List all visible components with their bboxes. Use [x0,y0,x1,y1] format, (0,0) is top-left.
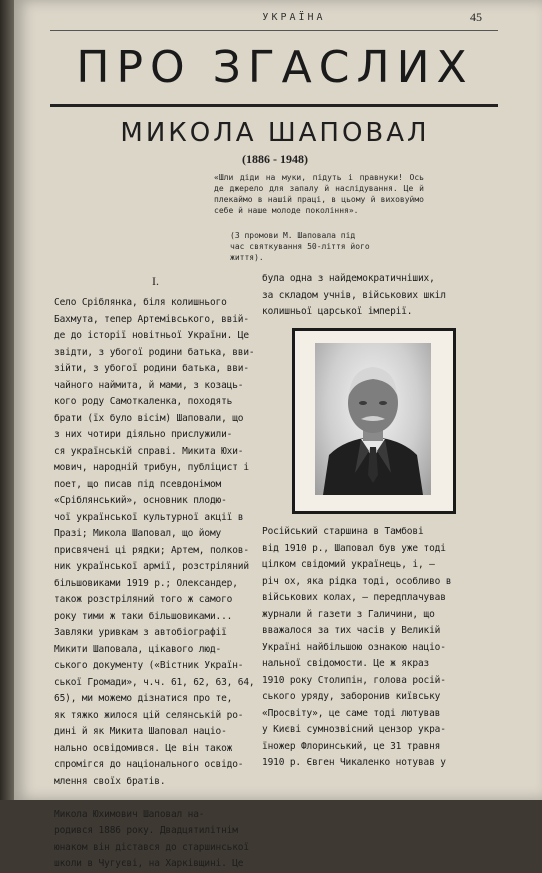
article-column-right-top: була одна з найдемократичніших, за складом учнів, військових шкіл колишньої царської імперії. [262,273,446,317]
book-page [14,0,542,869]
article-column-right-bottom: Російський старшина в Тамбові від 1910 р., Шаповал був уже тоді цілком свідомий українець, і, — річ ох, яка рідка тоді, особливо в військових колах, — передплачував журнали й газети з Галичини, що вважалося за тих часів у Великій Україні найбільшою ознакою націо- нальної свідомости. Це ж якраз 1910 року Столипін, голова росій- ського уряду, заборонив київську «Просвіту», це саме тоді лютував у Києві сумнозвісний цензор укра- їножер Флоринський, це 31 травня 1910 р. Євген Чикаленко нотував у [262,526,452,768]
section-number: I. [152,274,159,288]
book-gutter [0,0,14,800]
portrait-photo [315,343,431,495]
portrait-frame [292,328,456,514]
article-column-left: Село Сріблянка, біля колишнього Бахмута, тепер Артемівського, ввій- де до історії новітньої України. Це звідти, з убогої родини батька, вви- зійти, з убогої родини батька, вви- чайного наймита, й мами, з козаць- кого роду Самоткаленка, походять брати (їх було вісім) Шаповали, що з них чотири діяльно прислужили- ся українській справі. Микита Юхи- мович, народній трибун, публіцист і поет, що писав під псевдонімом «Сріблянський», основник плодю- чої української культурної акції в Празі; Микола Шаповал, що йому присвячені ці рядки; Артем, полков- ник української армії, розстріляний більшовиками 1919 р.; Олександер, також розстріляний того ж самого року тими ж таки більшовиками... Завляки уривкам з автобіографії Микити Шаповала, цікавого люд- ського документу («Вістник Україн- ської Громади», ч.ч. 61, 62, 63, 64, 65), ми можемо дізнатися про те, як тяжко жилося цій селянській ро- дині й як Микита Шаповал націо- нально освідомився. Це він також спромігся до національного освідо- млення своїх братів. Микола Юхимович Шаповал на- родився 1886 року. Двадцятилітнім юнаком він дістався до старшинської школи в Чугуєві, на Харківщині. Це [54,297,255,869]
running-head: УКРАЇНА [262,12,326,23]
title-rule [50,104,498,107]
portrait-figure [315,343,431,495]
subject-name: МИКОЛА ШАПОВАЛ [120,118,430,148]
page-number: 45 [470,10,482,24]
subject-years: (1886 - 1948) [242,152,308,166]
header-rule [50,30,498,31]
epigraph-attribution: (З промови М. Шаповала під час святкування 50-ліття його життя). [230,231,370,262]
epigraph-quote: «Шли діди на муки, підуть і правнуки! Ось де джерело для запалу й наслідування. Це й плекаймо в нашій праці, в цьому й виховуймо себе й наше молоде покоління». [214,173,424,215]
page-title: ПРО ЗГАСЛИХ [76,42,474,93]
